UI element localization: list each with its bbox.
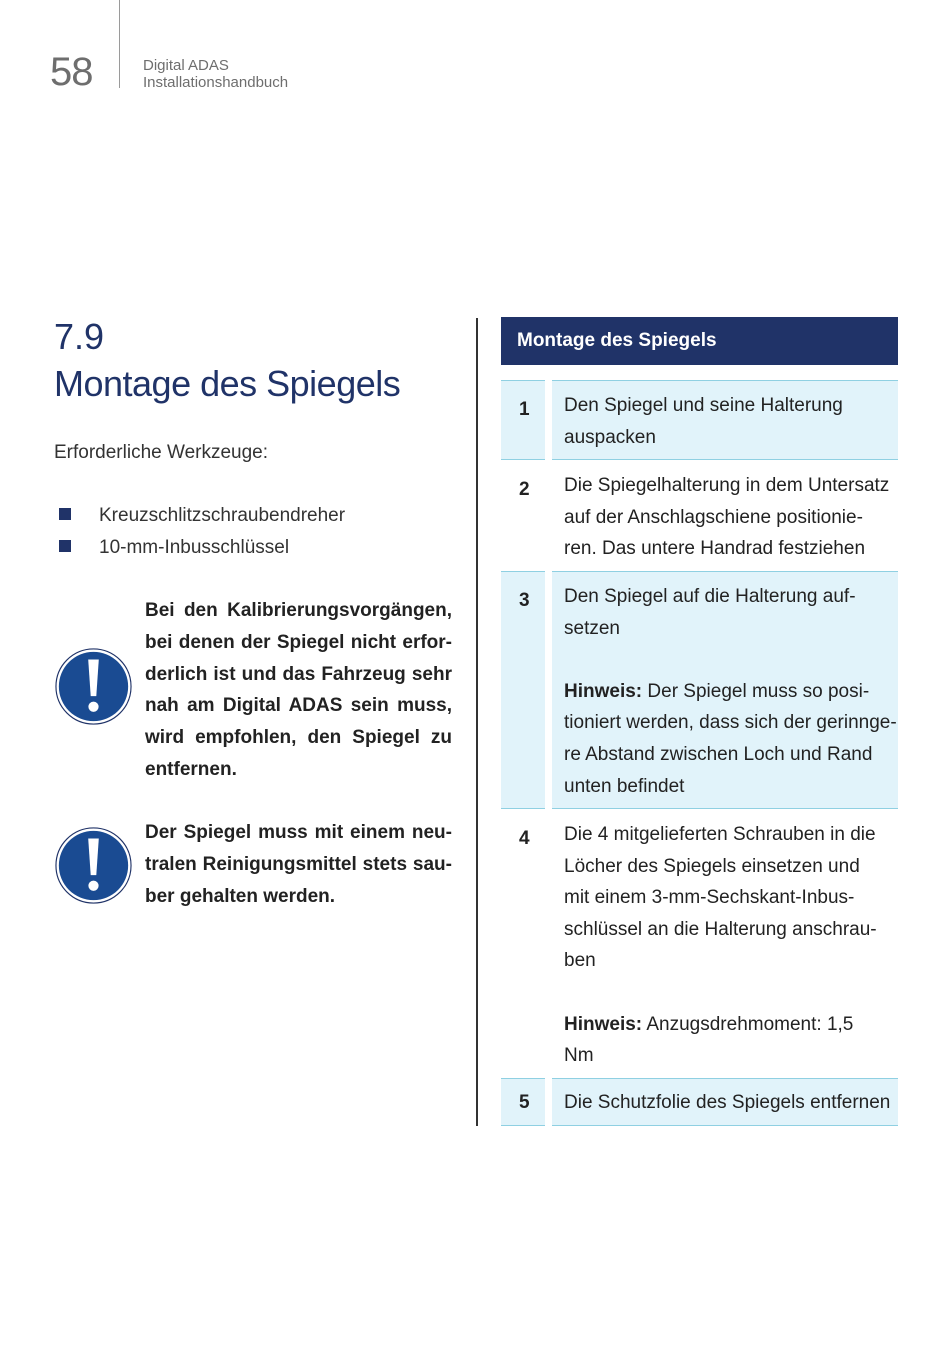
step-line: mit einem 3-mm-Sechskant-Inbus- (564, 887, 855, 909)
step-line: ren. Das untere Handrad festziehen (564, 538, 866, 560)
step-number-cell (501, 380, 545, 460)
step-note-line: re Abstand zwischen Loch und Rand (564, 743, 873, 765)
step-number-cell (501, 809, 545, 1078)
exclamation-icon (55, 827, 132, 904)
step-line: Den Spiegel auf die Halterung auf- (564, 586, 856, 607)
step-number: 1 (519, 399, 530, 420)
step-text-cell (552, 380, 898, 460)
warning-line: bei denen der Spiegel nicht erfor- (145, 631, 452, 653)
warning-line: derlich ist und das Fahrzeug sehr (145, 663, 452, 685)
step-number-cell (501, 1078, 545, 1126)
step-note-line: unten befindet (564, 775, 685, 797)
exclamation-icon (55, 648, 132, 725)
step-number: 4 (519, 828, 530, 849)
note-label: Hinweis: (564, 680, 643, 702)
warning-line: Der Spiegel muss mit einem neu- (145, 822, 452, 843)
square-bullet-icon (59, 508, 71, 520)
warning-line: entfernen. (145, 758, 237, 780)
step-text-cell (552, 809, 898, 1078)
step-text-cell (552, 1078, 898, 1126)
step-line: schlüssel an die Halterung anschrau- (564, 918, 877, 940)
step-text-cell (552, 571, 898, 809)
table-title: Montage des Spiegels (517, 330, 717, 351)
step-number: 5 (519, 1092, 530, 1113)
note-label: Hinweis: (564, 1013, 643, 1035)
tool-label: 10-mm-Inbusschlüssel (99, 537, 290, 558)
step-line: Die Schutzfolie des Spiegels entfernen (564, 1092, 891, 1113)
table-row (501, 809, 898, 1078)
warning-line: tralen Reinigungsmittel stets sau- (145, 853, 452, 875)
tool-list-item (59, 534, 289, 562)
warning-line: ber gehalten werden. (145, 885, 336, 907)
warning-line: nah am Digital ADAS sein muss, (145, 695, 452, 717)
table-row (501, 571, 898, 809)
step-note-line (564, 676, 894, 708)
tools-label: Erforderliche Werkzeuge: (54, 442, 269, 463)
step-number: 2 (519, 479, 530, 500)
header-title-line2: Installationshandbuch (143, 74, 289, 91)
step-line: setzen (564, 617, 620, 639)
step-number-cell (501, 460, 545, 571)
table-row (501, 460, 898, 571)
step-note-line (564, 1009, 894, 1041)
section-number: 7.9 (54, 316, 105, 357)
step-line: auf der Anschlagschiene positionie- (564, 506, 863, 528)
table-row (501, 1078, 898, 1126)
page-number: 58 (50, 50, 93, 94)
step-number: 3 (519, 590, 530, 611)
step-line: Den Spiegel und seine Halterung (564, 395, 843, 416)
column-divider (476, 318, 478, 1126)
step-note-line: tioniert werden, dass sich der gerinnge- (564, 712, 897, 734)
running-header (143, 57, 288, 91)
step-line: Die 4 mitgelieferten Schrauben in die (564, 824, 876, 845)
note-text: Anzugsdrehmoment: 1,5 (642, 1013, 854, 1035)
section-title: Montage des Spiegels (54, 363, 401, 404)
header-title-line1: Digital ADAS (143, 57, 229, 74)
note-text: Der Spiegel muss so posi- (642, 680, 870, 702)
step-line: ben (564, 950, 596, 972)
warning-line: Bei den Kalibrierungsvorgängen, (145, 600, 452, 621)
table-header (501, 317, 898, 365)
step-line: Die Spiegelhalterung in dem Untersatz (564, 475, 890, 496)
step-note-line: Nm (564, 1045, 594, 1067)
step-line: auspacken (564, 426, 656, 448)
step-text-cell (552, 460, 898, 571)
table-row (501, 380, 898, 460)
step-number-cell (501, 571, 545, 809)
square-bullet-icon (59, 540, 71, 552)
header-divider (119, 0, 120, 88)
step-line: Löcher des Spiegels einsetzen und (564, 855, 860, 877)
warning-text (145, 595, 452, 786)
tool-label: Kreuzschlitzschraubendreher (99, 505, 346, 526)
tool-list-item (59, 502, 345, 530)
warning-line: wird empfohlen, den Spiegel zu (145, 727, 452, 749)
warning-text (145, 817, 452, 912)
